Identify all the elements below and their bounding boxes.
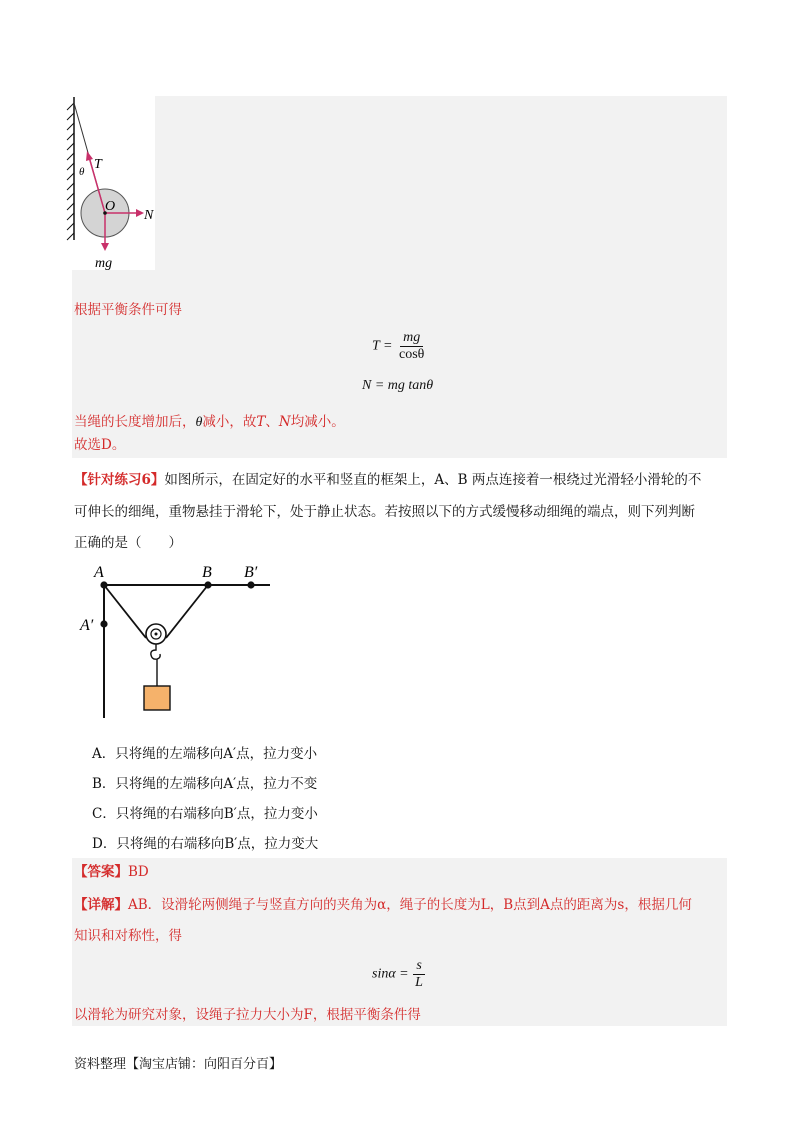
option-b: B．只将绳的左端移向A′点，拉力不变	[92, 776, 318, 792]
problem-line-2: 可伸长的细绳，重物悬挂于滑轮下，处于静止状态。若按照以下的方式缓慢移动细绳的端点，则下列判断	[74, 504, 695, 520]
theta-symbol: θ	[195, 415, 203, 430]
solution-panel	[155, 96, 727, 270]
normal-equation: N = mg tanθ	[362, 378, 434, 393]
tension-equation	[372, 330, 427, 363]
eq-sin-denominator: L	[415, 975, 423, 990]
option-d: D．只将绳的右端移向B′点，拉力变大	[92, 836, 319, 852]
eq1-numerator: mg	[400, 330, 423, 347]
eq-sin-lhs: sinα =	[372, 966, 409, 982]
option-a: A．只将绳的左端移向A′点，拉力变小	[92, 746, 318, 762]
eq-sin-numerator: s	[413, 958, 424, 975]
answer-value: BD	[128, 864, 149, 880]
weight-label: mg	[95, 256, 113, 271]
center-label: O	[105, 199, 116, 214]
conclusion-end: 均减小。	[290, 414, 345, 430]
pulley-figure	[78, 558, 278, 723]
eq1-denominator: cosθ	[398, 347, 425, 362]
problem-text-1: 如图所示，在固定好的水平和竖直的框架上，A、B 两点连接着一根绕过光滑轻小滑轮的不	[164, 472, 702, 488]
label-B: B	[202, 564, 212, 581]
detail-tag: 【详解】	[74, 897, 128, 913]
label-A-prime: A′	[80, 617, 94, 634]
detail-line-3: 以滑轮为研究对象，设绳子拉力大小为F，根据平衡条件得	[74, 1007, 421, 1023]
label-B-prime: B′	[244, 564, 258, 581]
conclusion-before: 当绳的长度增加后，	[74, 414, 196, 430]
conclusion-n: N	[278, 414, 291, 430]
conclusion-sep: 、	[265, 414, 279, 430]
angle-label: θ	[79, 166, 85, 178]
footer-source: 资料整理【淘宝店铺：向阳百分百】	[74, 1057, 283, 1072]
ball-wall-figure	[62, 95, 162, 275]
label-A: A	[94, 564, 104, 581]
conclusion-t: T	[256, 414, 266, 430]
weight-block	[144, 686, 170, 710]
problem-tag: 【针对练习6】	[74, 472, 165, 488]
eq1-lhs: T =	[372, 338, 393, 354]
normal-label: N	[144, 208, 154, 223]
tension-label: T	[94, 157, 102, 172]
eq-sin-fraction	[412, 958, 426, 991]
detail-line-2: 知识和对称性，得	[74, 928, 182, 944]
answer-tag: 【答案】	[74, 864, 128, 880]
answer-line	[74, 862, 149, 882]
detail-text-1: AB．设滑轮两侧绳子与竖直方向的夹角为α，绳子的长度为L，B点到A点的距离为s，根据几何	[128, 897, 692, 913]
conclusion-line	[74, 412, 345, 433]
detail-line-1	[74, 895, 692, 915]
eq1-fraction	[396, 330, 427, 363]
problem-line-1	[74, 470, 701, 490]
conclusion-after: 减小，故	[202, 414, 257, 430]
option-c: C．只将绳的右端移向B′点，拉力变小	[92, 806, 318, 822]
equilibrium-text: 根据平衡条件可得	[74, 302, 182, 318]
problem-line-3: 正确的是（ ）	[74, 535, 182, 551]
choose-line: 故选D。	[74, 437, 126, 453]
sine-equation	[372, 958, 426, 991]
